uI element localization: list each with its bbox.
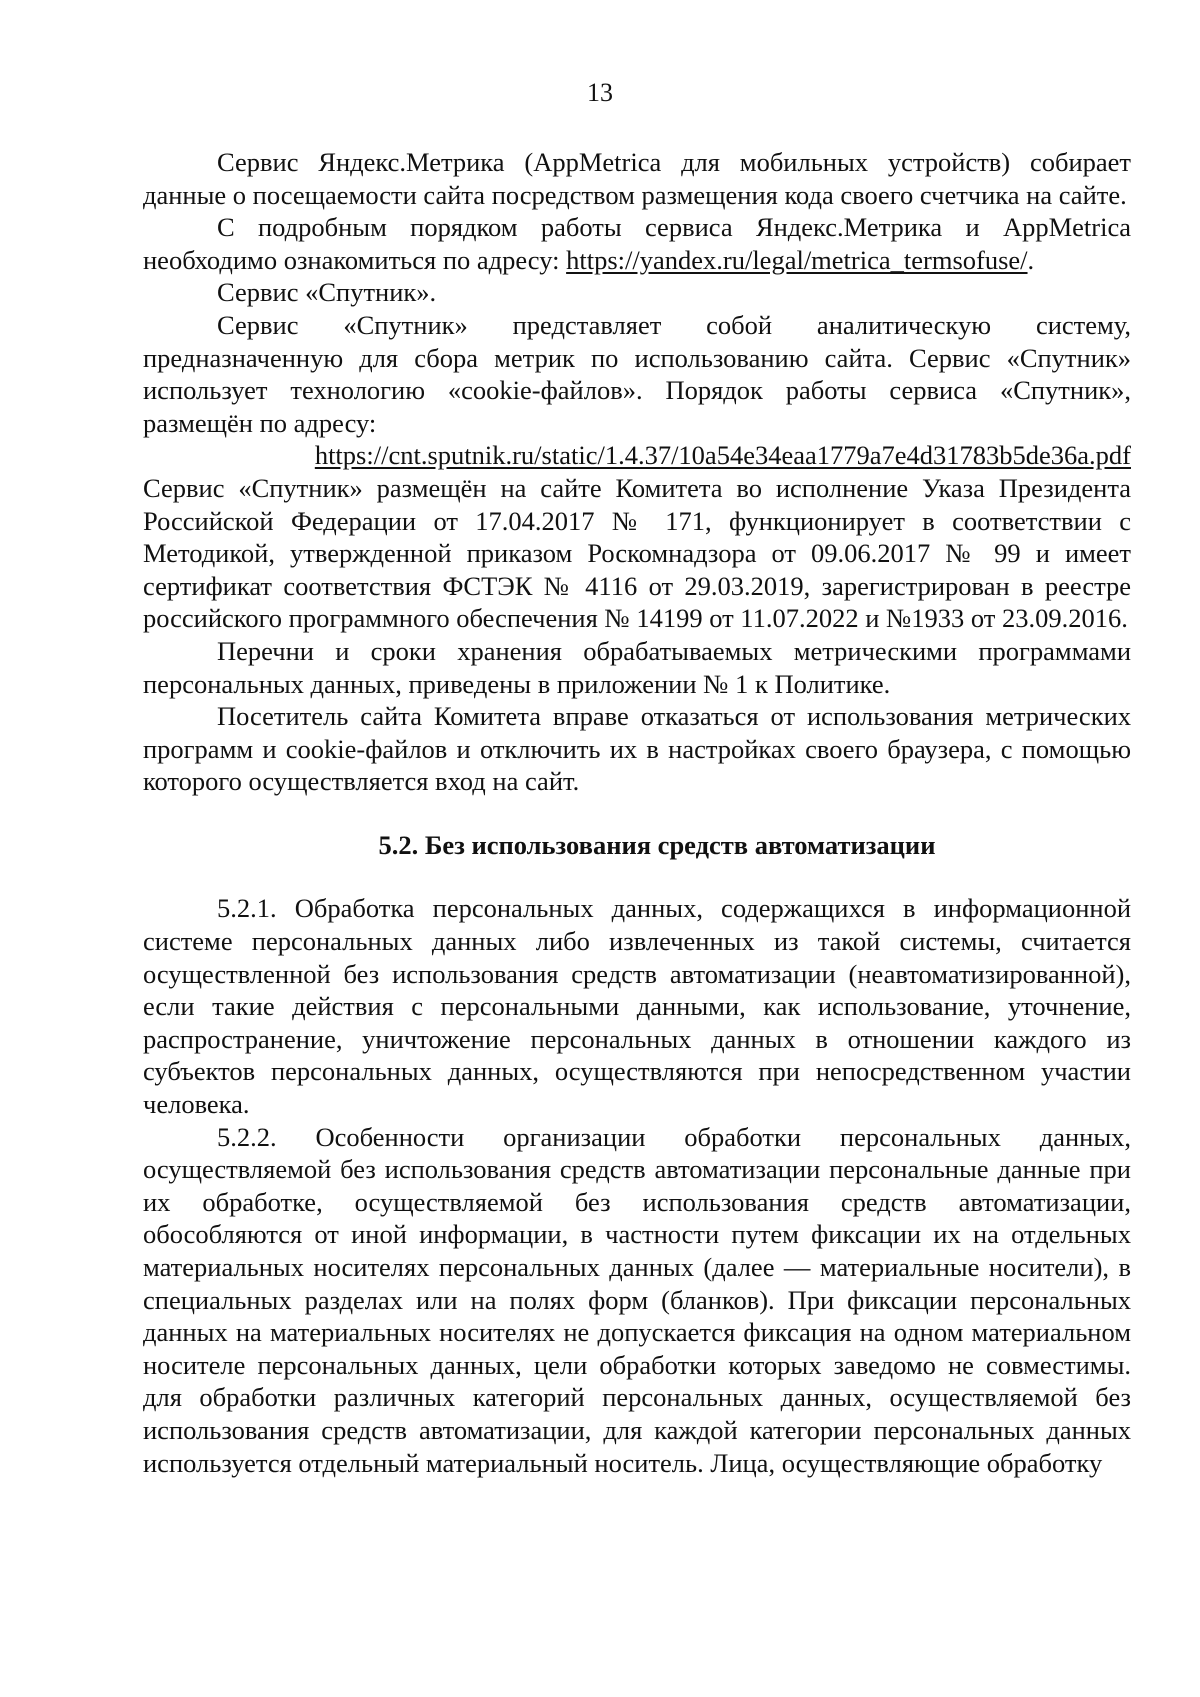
paragraph-yandex-metrica: Сервис Яндекс.Метрика (AppMetrica для мобильных устройств) собирает данные о посещаемости сайта посредством размещения кода своего счетчика на сайте. [143, 147, 1131, 210]
paragraph-5-2-1: 5.2.1. Обработка персональных данных, содержащихся в информационной системе персональных данных либо извлеченных из такой системы, считается осуществленной без использования средств автоматизации (неавтоматизированной), если такие действия с персональными данными, как использование, уточнение, распространение, уничтожение персональных данных в отношении каждого из субъектов персональных данных, осуществляются при непосредственном участии человека. [143, 893, 1131, 1120]
metrica-terms-link[interactable]: https://yandex.ru/legal/metrica_termsofuse/ [566, 244, 1028, 275]
paragraph-sputnik-placement: Сервис «Спутник» размещён на сайте Комитета во исполнение Указа Президента Российской Федерации от 17.04.2017 № 171, функционирует в соответствии с Методикой, утвержденной приказом Роскомнадзора от 09.06.2017 № 99 и имеет сертификат соответствия ФСТЭК № 4116 от 29.03.2019, зарегистрирован в реестре российского программного обеспечения № 14199 от 11.07.2022 и №1933 от 23.09.2016. [143, 472, 1131, 634]
section-heading: 5.2. Без использования средств автоматизации [378, 829, 936, 860]
document-body [143, 146, 1131, 1479]
paragraph-sputnik-title: Сервис «Спутник». [217, 277, 437, 308]
spacer [143, 861, 1131, 892]
paragraph-5-2-2: 5.2.2. Особенности организации обработки персональных данных, осуществляемой без использования средств автоматизации персональные данные при их обработке, осуществляемой без использования средств автоматизации, обособляются от иной информации, в частности путем фиксации их на отдельных материальных носителях персональных данных (далее — материальные носители), в специальных разделах или на полях форм (бланков). При фиксации персональных данных на материальных носителях не допускается фиксация на одном материальном носителе персональных данных, цели обработки которых заведомо не совместимы. для обработки различных категорий персональных данных, осуществляемой без использования средств автоматизации, для каждой категории персональных данных используется отдельный материальный носитель. Лица, осуществляющие обработку [143, 1121, 1131, 1478]
paragraph-retention-lists: Перечни и сроки хранения обрабатываемых метрическими программами персональных данных, приведены в приложении № 1 к Политике. [143, 635, 1131, 699]
sputnik-pdf-link[interactable]: https://cnt.sputnik.ru/static/1.4.37/10a54e34eaa1779a7e4d31783b5de36a.pdf [314, 440, 1131, 471]
paragraph-metrica-terms-text: С подробным порядком работы сервиса Яндекс.Метрика и AppMetrica необходимо ознакомиться по адресу: [143, 212, 1131, 275]
paragraph-metrica-terms-end: . [1027, 244, 1035, 275]
sputnik-link-line [143, 439, 1131, 472]
spacer [143, 798, 1131, 829]
page-number: 13 [587, 78, 613, 107]
paragraph-metrica-terms [143, 211, 1131, 276]
paragraph-sputnik-description: Сервис «Спутник» представляет собой аналитическую систему, предназначенную для сбора метрик по использованию сайта. Сервис «Спутник» использует технологию «cookie-файлов». Порядок работы сервиса «Спутник», размещён по адресу: [143, 309, 1131, 438]
paragraph-visitor-opt-out: Посетитель сайта Комитета вправе отказаться от использования метрических программ и cookie-файлов и отключить их в настройках своего браузера, с помощью которого осуществляется вход на сайт. [143, 701, 1131, 797]
